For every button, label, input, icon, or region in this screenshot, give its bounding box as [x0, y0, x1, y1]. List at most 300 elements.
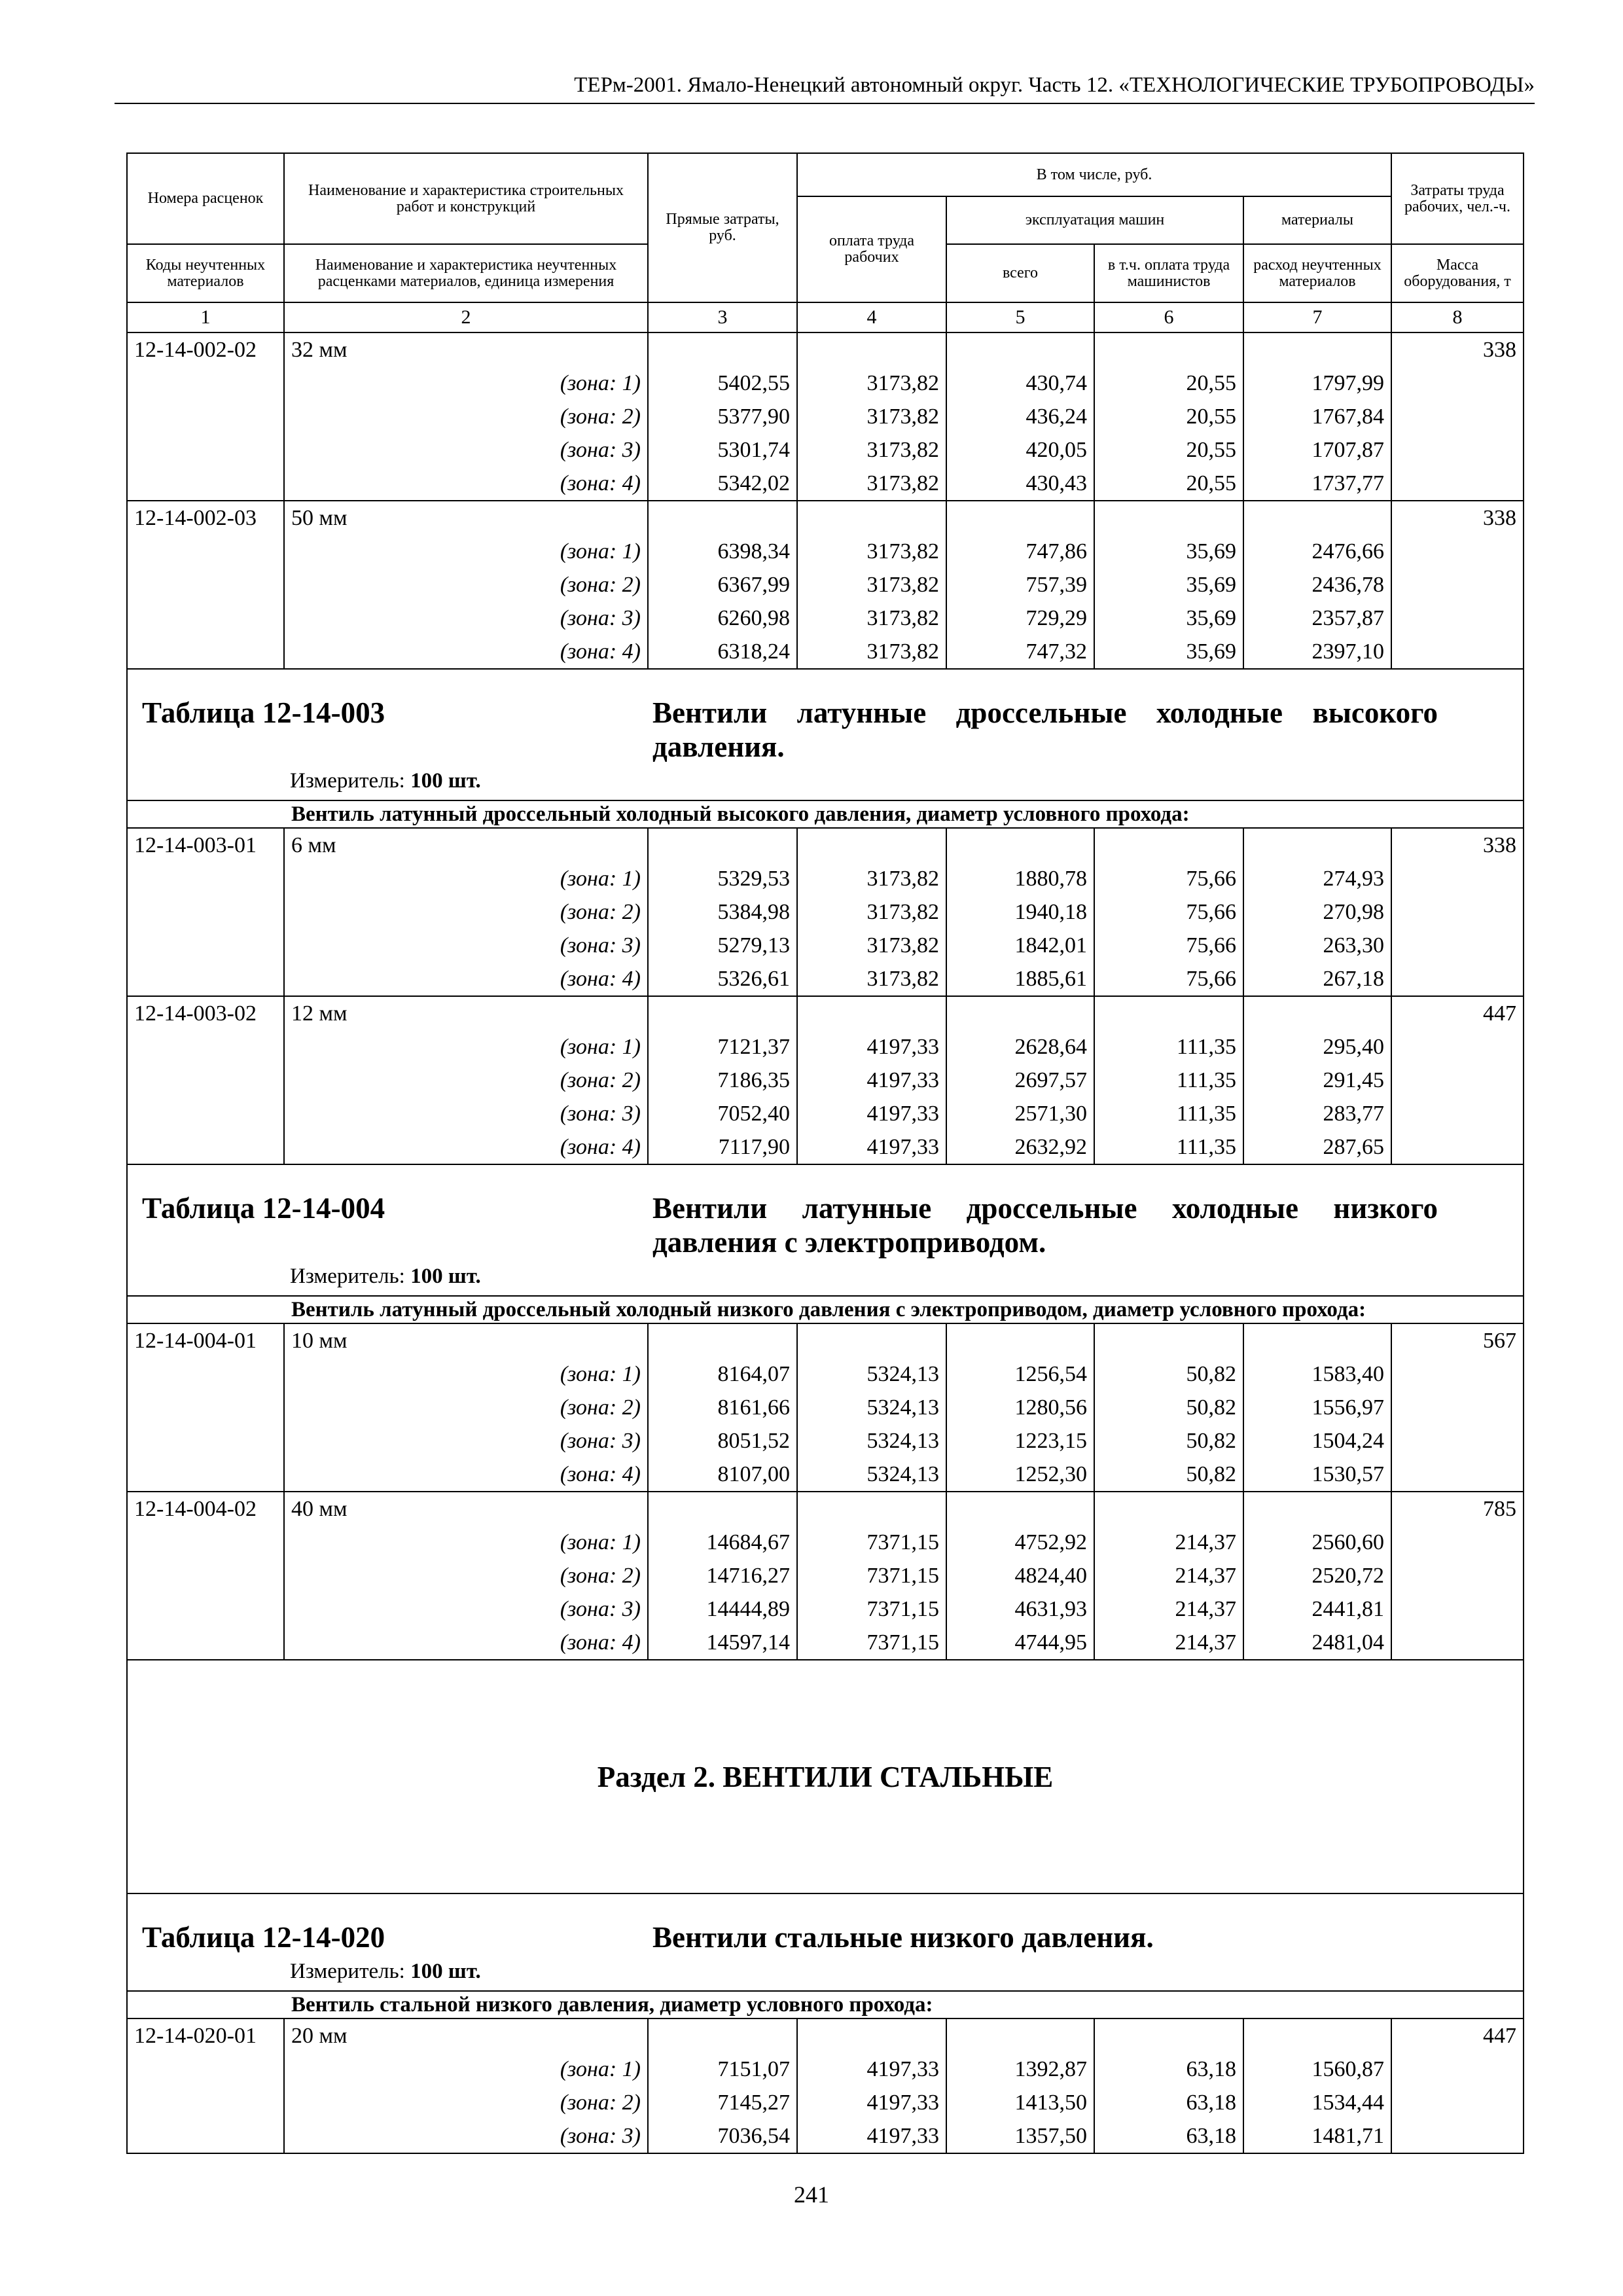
value-machines: 2571,30 — [1014, 1102, 1087, 1126]
value-machines: 2628,64 — [1014, 1035, 1087, 1059]
cell-machines — [946, 1323, 1094, 1492]
value-wages: 3173,82 — [866, 471, 939, 495]
spacer — [804, 829, 939, 862]
value-machines: 430,74 — [1026, 371, 1087, 395]
value-materials: 1556,97 — [1311, 1395, 1384, 1420]
rate-code: 12-14-020-01 — [127, 2018, 284, 2153]
spacer — [954, 997, 1087, 1030]
spacer — [1101, 2019, 1236, 2053]
value-wages: 3173,82 — [866, 404, 939, 429]
rate-name-cell — [284, 501, 648, 669]
value-materials: 2441,81 — [1311, 1597, 1384, 1621]
column-number: 3 — [648, 302, 797, 332]
zone-label: (зона: 1) — [560, 1035, 641, 1059]
cell-wages — [797, 501, 946, 669]
value-wages: 3173,82 — [866, 371, 939, 395]
value-direct: 7121,37 — [717, 1035, 790, 1059]
header-wages: оплата труда рабочих — [797, 196, 946, 302]
column-number: 4 — [797, 302, 946, 332]
cell-direct — [648, 828, 797, 996]
rate-name: 10 мм — [291, 1329, 348, 1353]
value-materials: 1707,87 — [1311, 438, 1384, 462]
value-machines: 2632,92 — [1014, 1135, 1087, 1159]
value-materials: 267,18 — [1323, 967, 1384, 991]
value-materials: 2476,66 — [1311, 539, 1384, 564]
zone-label: (зона: 2) — [560, 1395, 641, 1420]
spacer — [1251, 2019, 1384, 2053]
value-operators: 214,37 — [1175, 1564, 1236, 1588]
value-operators: 35,69 — [1186, 606, 1236, 630]
value-materials: 2436,78 — [1311, 573, 1384, 597]
value-operators: 214,37 — [1175, 1530, 1236, 1554]
rate-code: 12-14-003-02 — [127, 996, 284, 1164]
table-title — [127, 1893, 1524, 1991]
rate-name: 6 мм — [291, 833, 336, 857]
value-machines: 1357,50 — [1014, 2124, 1087, 2148]
header-in-total: В том числе, руб. — [797, 153, 1391, 196]
rate-name: 32 мм — [291, 338, 348, 362]
table-title — [127, 669, 1524, 800]
value-direct: 7117,90 — [718, 1135, 790, 1159]
rate-name-cell — [284, 332, 648, 501]
cell-materials — [1243, 2018, 1391, 2153]
value-operators: 75,66 — [1186, 867, 1236, 891]
value-machines: 1223,15 — [1014, 1429, 1087, 1453]
spacer — [1251, 333, 1384, 367]
value-operators: 35,69 — [1186, 573, 1236, 597]
table-title-row — [127, 669, 1524, 800]
spacer — [655, 2019, 790, 2053]
spacer — [1101, 829, 1236, 862]
rate-name: 50 мм — [291, 506, 348, 530]
spacer — [1251, 501, 1384, 535]
spacer — [804, 1492, 939, 1526]
value-materials: 283,77 — [1323, 1102, 1384, 1126]
value-operators: 111,35 — [1177, 1135, 1236, 1159]
value-operators: 50,82 — [1186, 1429, 1236, 1453]
table-title-row — [127, 1164, 1524, 1296]
header-materials: материалы — [1243, 196, 1391, 244]
rate-row — [127, 1492, 1524, 1660]
labor-costs: 567 — [1391, 1323, 1524, 1492]
value-wages: 3173,82 — [866, 606, 939, 630]
value-direct: 7186,35 — [717, 1068, 790, 1092]
group-subtitle: Вентиль латунный дроссельный холодный высокого давления, диаметр условного прохода: — [127, 800, 1524, 828]
value-operators: 75,66 — [1186, 967, 1236, 991]
spacer — [1251, 1324, 1384, 1357]
cell-operators — [1094, 501, 1243, 669]
value-wages: 5324,13 — [866, 1395, 939, 1420]
spacer — [1251, 829, 1384, 862]
cell-machines — [946, 332, 1094, 501]
header-machines-total: всего — [946, 244, 1094, 302]
value-wages: 5324,13 — [866, 1462, 939, 1486]
column-number: 1 — [127, 302, 284, 332]
measure-unit — [290, 1960, 1516, 1984]
cell-direct — [648, 501, 797, 669]
header-operators-wages: в т.ч. оплата труда машинистов — [1094, 244, 1243, 302]
zone-label: (зона: 4) — [560, 471, 641, 495]
value-direct: 7052,40 — [717, 1102, 790, 1126]
value-operators: 111,35 — [1177, 1068, 1236, 1092]
zone-label: (зона: 2) — [560, 2090, 641, 2115]
value-machines: 729,29 — [1026, 606, 1087, 630]
value-machines: 4824,40 — [1014, 1564, 1087, 1588]
cell-direct — [648, 332, 797, 501]
value-materials: 1583,40 — [1311, 1362, 1384, 1386]
cell-wages — [797, 828, 946, 996]
zone-label: (зона: 3) — [560, 933, 641, 958]
cell-operators — [1094, 2018, 1243, 2153]
spacer — [804, 2019, 939, 2053]
value-wages: 3173,82 — [866, 933, 939, 958]
zone-label: (зона: 2) — [560, 1564, 641, 1588]
zone-label: (зона: 1) — [560, 371, 641, 395]
spacer — [655, 333, 790, 367]
table-title-line — [142, 1191, 1516, 1259]
zone-label: (зона: 3) — [560, 1597, 641, 1621]
value-operators: 20,55 — [1186, 404, 1236, 429]
cell-operators — [1094, 1492, 1243, 1660]
measure-value: 100 шт. — [410, 769, 481, 793]
column-number: 7 — [1243, 302, 1391, 332]
spacer — [1101, 997, 1236, 1030]
value-direct: 5326,61 — [717, 967, 790, 991]
value-materials: 1504,24 — [1311, 1429, 1384, 1453]
value-operators: 75,66 — [1186, 933, 1236, 958]
value-wages: 7371,15 — [866, 1530, 939, 1554]
rate-name-cell — [284, 1492, 648, 1660]
value-direct: 5329,53 — [717, 867, 790, 891]
cell-materials — [1243, 828, 1391, 996]
spacer — [655, 1492, 790, 1526]
cell-wages — [797, 996, 946, 1164]
cell-operators — [1094, 828, 1243, 996]
table-number: Таблица 12-14-004 — [142, 1192, 385, 1225]
value-direct: 6318,24 — [717, 639, 790, 664]
value-wages: 3173,82 — [866, 900, 939, 924]
rate-code: 12-14-004-01 — [127, 1323, 284, 1492]
value-direct: 6260,98 — [717, 606, 790, 630]
value-machines: 1880,78 — [1014, 867, 1087, 891]
zone-label: (зона: 3) — [560, 2124, 641, 2148]
cell-direct — [648, 996, 797, 1164]
zone-label: (зона: 2) — [560, 573, 641, 597]
zone-label: (зона: 1) — [560, 867, 641, 891]
value-machines: 757,39 — [1026, 573, 1087, 597]
table-title-line — [142, 696, 1516, 764]
value-materials: 295,40 — [1323, 1035, 1384, 1059]
zone-label: (зона: 4) — [560, 967, 641, 991]
cell-machines — [946, 828, 1094, 996]
value-machines: 420,05 — [1026, 438, 1087, 462]
measure-unit — [290, 769, 1516, 793]
value-direct: 8051,52 — [717, 1429, 790, 1453]
zone-label: (зона: 1) — [560, 539, 641, 564]
value-wages: 4197,33 — [866, 2090, 939, 2115]
spacer — [954, 2019, 1087, 2053]
zone-label: (зона: 1) — [560, 2057, 641, 2081]
value-wages: 7371,15 — [866, 1597, 939, 1621]
value-machines: 1280,56 — [1014, 1395, 1087, 1420]
value-wages: 3173,82 — [866, 967, 939, 991]
value-direct: 8164,07 — [717, 1362, 790, 1386]
measure-label: Измеритель: — [290, 1960, 405, 1983]
labor-costs: 338 — [1391, 501, 1524, 669]
cell-machines — [946, 1492, 1094, 1660]
rate-name: 40 мм — [291, 1497, 348, 1521]
value-machines: 1413,50 — [1014, 2090, 1087, 2115]
spacer — [1101, 333, 1236, 367]
header-labor-costs: Затраты труда рабочих, чел.-ч. — [1391, 153, 1524, 244]
cell-operators — [1094, 1323, 1243, 1492]
value-direct: 7145,27 — [717, 2090, 790, 2115]
zone-label: (зона: 2) — [560, 900, 641, 924]
cell-machines — [946, 2018, 1094, 2153]
table-title — [127, 1164, 1524, 1296]
value-wages: 3173,82 — [866, 438, 939, 462]
value-wages: 4197,33 — [866, 1135, 939, 1159]
value-materials: 2560,60 — [1311, 1530, 1384, 1554]
rate-row — [127, 996, 1524, 1164]
rate-name-cell — [284, 828, 648, 996]
spacer — [804, 1324, 939, 1357]
value-operators: 50,82 — [1186, 1362, 1236, 1386]
value-wages: 4197,33 — [866, 1102, 939, 1126]
table-title-line — [142, 1920, 1516, 1954]
column-number: 5 — [946, 302, 1094, 332]
cell-operators — [1094, 332, 1243, 501]
value-direct: 6398,34 — [717, 539, 790, 564]
spacer — [655, 1324, 790, 1357]
zone-label: (зона: 4) — [560, 1630, 641, 1655]
value-materials: 1797,99 — [1311, 371, 1384, 395]
header-rate-numbers: Номера расценок — [127, 153, 284, 244]
value-direct: 7151,07 — [717, 2057, 790, 2081]
cell-materials — [1243, 996, 1391, 1164]
rate-name-cell — [284, 1323, 648, 1492]
value-direct: 14597,14 — [706, 1630, 790, 1655]
value-machines: 1392,87 — [1014, 2057, 1087, 2081]
value-direct: 14716,27 — [706, 1564, 790, 1588]
value-wages: 7371,15 — [866, 1564, 939, 1588]
value-operators: 20,55 — [1186, 371, 1236, 395]
value-direct: 8161,66 — [717, 1395, 790, 1420]
value-direct: 5377,90 — [717, 404, 790, 429]
value-operators: 63,18 — [1186, 2090, 1236, 2115]
value-wages: 5324,13 — [866, 1362, 939, 1386]
cell-direct — [648, 2018, 797, 2153]
cell-materials — [1243, 332, 1391, 501]
zone-label: (зона: 2) — [560, 404, 641, 429]
value-operators: 75,66 — [1186, 900, 1236, 924]
column-number: 2 — [284, 302, 648, 332]
value-operators: 35,69 — [1186, 539, 1236, 564]
spacer — [954, 333, 1087, 367]
spacer — [954, 829, 1087, 862]
column-number: 6 — [1094, 302, 1243, 332]
labor-costs: 338 — [1391, 828, 1524, 996]
rate-code: 12-14-003-01 — [127, 828, 284, 996]
cell-materials — [1243, 1492, 1391, 1660]
value-operators: 63,18 — [1186, 2124, 1236, 2148]
value-wages: 4197,33 — [866, 2124, 939, 2148]
zone-label: (зона: 1) — [560, 1530, 641, 1554]
rate-name-cell — [284, 2018, 648, 2153]
cell-materials — [1243, 1323, 1391, 1492]
rate-row — [127, 332, 1524, 501]
cell-wages — [797, 2018, 946, 2153]
value-materials: 1534,44 — [1311, 2090, 1384, 2115]
value-machines: 747,86 — [1026, 539, 1087, 564]
value-machines: 1885,61 — [1014, 967, 1087, 991]
labor-costs: 447 — [1391, 996, 1524, 1164]
rate-code: 12-14-002-03 — [127, 501, 284, 669]
zone-label: (зона: 1) — [560, 1362, 641, 1386]
rate-name: 12 мм — [291, 1001, 348, 1026]
cell-wages — [797, 332, 946, 501]
spacer — [954, 1492, 1087, 1526]
value-machines: 1842,01 — [1014, 933, 1087, 958]
value-operators: 214,37 — [1175, 1630, 1236, 1655]
rate-name: 20 мм — [291, 2024, 348, 2048]
cell-operators — [1094, 996, 1243, 1164]
value-direct: 5301,74 — [717, 438, 790, 462]
value-machines: 436,24 — [1026, 404, 1087, 429]
zone-label: (зона: 3) — [560, 1102, 641, 1126]
value-materials: 263,30 — [1323, 933, 1384, 958]
labor-costs: 447 — [1391, 2018, 1524, 2153]
value-direct: 7036,54 — [717, 2124, 790, 2148]
page-number: 241 — [794, 2181, 829, 2208]
zone-label: (зона: 3) — [560, 606, 641, 630]
value-operators: 50,82 — [1186, 1395, 1236, 1420]
value-machines: 2697,57 — [1014, 1068, 1087, 1092]
labor-costs: 338 — [1391, 332, 1524, 501]
measure-value: 100 шт. — [410, 1960, 481, 1983]
header-material-names: Наименование и характеристика неучтенных расценками материалов, единица измерения — [284, 244, 648, 302]
value-wages: 5324,13 — [866, 1429, 939, 1453]
value-materials: 1481,71 — [1311, 2124, 1384, 2148]
header-machines: эксплуатация машин — [946, 196, 1243, 244]
table-name: Вентили стальные низкого давления. — [652, 1921, 1154, 1954]
cell-direct — [648, 1323, 797, 1492]
value-materials: 2481,04 — [1311, 1630, 1384, 1655]
spacer — [1101, 1324, 1236, 1357]
value-operators: 35,69 — [1186, 639, 1236, 664]
measure-value: 100 шт. — [410, 1265, 481, 1288]
table-name: Вентили латунные дроссельные холодные высокого давления. — [652, 696, 1438, 763]
rate-row — [127, 1323, 1524, 1492]
value-wages: 3173,82 — [866, 573, 939, 597]
header-material-codes: Коды неучтенных материалов — [127, 244, 284, 302]
value-materials: 1530,57 — [1311, 1462, 1384, 1486]
value-direct: 6367,99 — [717, 573, 790, 597]
value-machines: 430,43 — [1026, 471, 1087, 495]
value-materials: 2520,72 — [1311, 1564, 1384, 1588]
cell-machines — [946, 501, 1094, 669]
cell-wages — [797, 1323, 946, 1492]
spacer — [1251, 997, 1384, 1030]
value-materials: 2357,87 — [1311, 606, 1384, 630]
value-machines: 1940,18 — [1014, 900, 1087, 924]
spacer — [1251, 1492, 1384, 1526]
value-materials: 287,65 — [1323, 1135, 1384, 1159]
value-materials: 1560,87 — [1311, 2057, 1384, 2081]
rates-table — [126, 152, 1524, 2154]
value-machines: 1256,54 — [1014, 1362, 1087, 1386]
spacer — [954, 1324, 1087, 1357]
table-number: Таблица 12-14-003 — [142, 696, 385, 729]
measure-unit — [290, 1265, 1516, 1289]
value-operators: 214,37 — [1175, 1597, 1236, 1621]
value-direct: 5384,98 — [717, 900, 790, 924]
labor-costs: 785 — [1391, 1492, 1524, 1660]
zone-label: (зона: 3) — [560, 1429, 641, 1453]
value-direct: 5402,55 — [717, 371, 790, 395]
group-subtitle: Вентиль стальной низкого давления, диаметр условного прохода: — [127, 1991, 1524, 2018]
header-equipment-mass: Масса оборудования, т — [1391, 244, 1524, 302]
value-wages: 4197,33 — [866, 2057, 939, 2081]
value-direct: 5342,02 — [717, 471, 790, 495]
value-machines: 747,32 — [1026, 639, 1087, 664]
value-materials: 2397,10 — [1311, 639, 1384, 664]
spacer — [1101, 501, 1236, 535]
spacer — [954, 501, 1087, 535]
zone-label: (зона: 4) — [560, 639, 641, 664]
spacer — [804, 997, 939, 1030]
zone-label: (зона: 4) — [560, 1135, 641, 1159]
value-operators: 63,18 — [1186, 2057, 1236, 2081]
value-operators: 111,35 — [1177, 1035, 1236, 1059]
cell-machines — [946, 996, 1094, 1164]
header-work-name: Наименование и характеристика строительных работ и конструкций — [284, 153, 648, 244]
value-materials: 1737,77 — [1311, 471, 1384, 495]
cell-wages — [797, 1492, 946, 1660]
spacer — [655, 501, 790, 535]
value-operators: 20,55 — [1186, 438, 1236, 462]
spacer — [804, 333, 939, 367]
value-direct: 14444,89 — [706, 1597, 790, 1621]
table-title-row — [127, 1893, 1524, 1991]
value-wages: 3173,82 — [866, 867, 939, 891]
value-machines: 4744,95 — [1014, 1630, 1087, 1655]
value-machines: 4631,93 — [1014, 1597, 1087, 1621]
value-wages: 3173,82 — [866, 639, 939, 664]
value-machines: 4752,92 — [1014, 1530, 1087, 1554]
table-number: Таблица 12-14-020 — [142, 1921, 385, 1954]
section-row — [127, 1660, 1524, 1893]
value-machines: 1252,30 — [1014, 1462, 1087, 1486]
spacer — [655, 829, 790, 862]
group-subtitle: Вентиль латунный дроссельный холодный низкого давления с электроприводом, диаметр условного прохода: — [127, 1296, 1524, 1323]
page-header: ТЕРм-2001. Ямало-Ненецкий автономный округ. Часть 12. «ТЕХНОЛОГИЧЕСКИЕ ТРУБОПРОВОДЫ» — [115, 73, 1535, 104]
zone-label: (зона: 3) — [560, 438, 641, 462]
value-wages: 4197,33 — [866, 1068, 939, 1092]
measure-label: Измеритель: — [290, 769, 405, 793]
table-name: Вентили латунные дроссельные холодные низкого давления с электроприводом. — [652, 1192, 1438, 1259]
value-direct: 8107,00 — [717, 1462, 790, 1486]
value-materials: 291,45 — [1323, 1068, 1384, 1092]
subtitle-row — [127, 800, 1524, 828]
rate-row — [127, 828, 1524, 996]
spacer — [655, 997, 790, 1030]
value-operators: 50,82 — [1186, 1462, 1236, 1486]
measure-label: Измеритель: — [290, 1265, 405, 1288]
rate-code: 12-14-004-02 — [127, 1492, 284, 1660]
zone-label: (зона: 2) — [560, 1068, 641, 1092]
value-operators: 111,35 — [1177, 1102, 1236, 1126]
